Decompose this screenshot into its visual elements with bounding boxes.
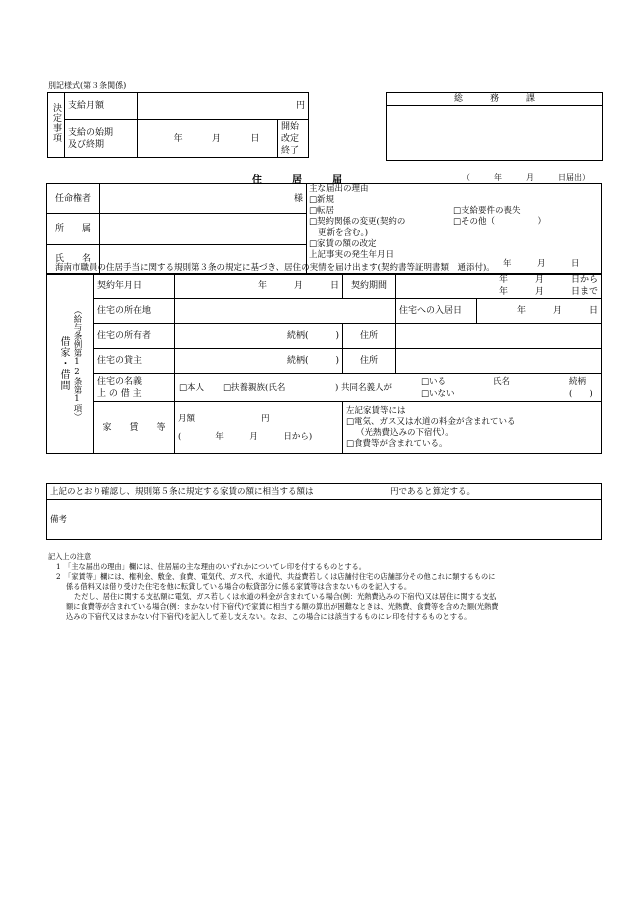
general-affairs-label: 総 務 課 xyxy=(387,93,602,106)
rent-field[interactable]: 月額 円 ( 年 月 日から) xyxy=(175,402,343,454)
note-2-cont: 係る借料又は借り受けた住宅を他に転貸している場合の転貸部分に係る家賃等は含まないものを記入する。 xyxy=(66,582,412,591)
contract-period-field[interactable]: 年 月 日から 年 月 日まで xyxy=(396,274,602,299)
general-affairs-box xyxy=(386,92,603,161)
reason-contract-change-note: 更新を含む。) xyxy=(318,228,369,238)
tenant-self-checkbox[interactable]: □本人 xyxy=(179,382,205,393)
includes-utilities-checkbox[interactable]: □電気、ガス又は水道の料金が含まれている xyxy=(346,416,516,427)
appointer-field[interactable]: 様 xyxy=(100,184,307,214)
period-label: 支給の始期 及び終期 xyxy=(65,120,138,158)
reason-new[interactable]: □新規 xyxy=(309,195,335,205)
contract-period-label: 契約期間 xyxy=(343,274,396,299)
reason-rent-change[interactable]: □家賃の額の改定 xyxy=(309,239,377,249)
page-title: 住 居 届 xyxy=(252,175,342,186)
lessor-address-field[interactable] xyxy=(396,349,602,374)
reasons-heading: 主な届出の理由 xyxy=(309,184,369,194)
tenant-label: 住宅の名義 上 の 借 主 xyxy=(94,374,175,402)
reason-move[interactable]: □転居 xyxy=(309,206,335,216)
move-in-field[interactable]: 年 月 日 xyxy=(477,299,602,324)
amount-label: 支給月額 xyxy=(65,93,138,120)
period-date-field[interactable]: 年 月 日 xyxy=(138,120,278,158)
lessor-address-label: 住所 xyxy=(343,349,396,374)
note-1: 1 「主な届出の理由」欄には、住居届の主な理由のいずれかについてレ印を付するものとする。 xyxy=(56,562,366,571)
tenant-field xyxy=(175,374,602,402)
date-filed: （ 年 月 日届出） xyxy=(462,173,590,182)
dept-field[interactable] xyxy=(100,214,307,244)
note-2-proviso: ただし、居住に関する支払額に電気、ガス若しくは水道の料金が含まれている場合(例：光熱費込みの下宿代)又は居住に関する支払 xyxy=(74,592,497,601)
note-2-proviso-cont: 額に食費等が含まれている場合(例：まかない付下宿代)で家賃に相当する額の算出が困難なときは、光熱費、食費等を含めた額(光熱費 xyxy=(66,602,499,611)
lease-side-label: 借家・借間 （給与条例第12条第1項） xyxy=(47,274,94,454)
occurrence-date[interactable]: 年 月 日 xyxy=(503,259,580,269)
statement: 海南市職員の住居手当に関する規則第３条の規定に基づき、居住の実情を届け出ます(契約書等証明書類 通添付)。 xyxy=(55,263,495,273)
remarks-field[interactable]: 備考 xyxy=(47,500,602,540)
notes-heading: 記入上の注意 xyxy=(48,552,92,561)
note-2-proviso-end: 込みの下宿代又はまかない付下宿代)を記入して差し支えない。なお、この場合には該当するものにレ印を付するものとする。 xyxy=(66,612,472,621)
dependent-close: ) xyxy=(335,382,339,393)
confirmation-table xyxy=(46,483,602,540)
name-label: 氏 名 xyxy=(47,244,100,274)
co-holder-exists-checkbox[interactable]: □いる xyxy=(421,376,447,387)
lease-table xyxy=(46,273,602,454)
period-status: 開始 改定 終了 xyxy=(278,120,309,158)
co-holder-label: 共同名義人が xyxy=(341,382,393,393)
dept-label: 所 属 xyxy=(47,214,100,244)
owner-label: 住宅の所有者 xyxy=(94,324,175,349)
occurrence-label: 上記事実の発生年月日 xyxy=(309,250,395,260)
confirmation-text: 上記のとおり確認し、規則第５条に規定する家賃の額に相当する額は 円であると算定する。 xyxy=(47,484,602,500)
lessor-field[interactable]: 続柄( ) xyxy=(175,349,343,374)
contract-date-field[interactable]: 年 月 日 xyxy=(175,274,343,299)
includes-meals-checkbox[interactable]: □食費等が含まれている。 xyxy=(346,438,448,449)
co-holder-relation[interactable]: 続柄( ) xyxy=(569,376,593,399)
tenant-dependent-checkbox[interactable]: □扶養親族(氏名 xyxy=(223,382,286,393)
move-in-label: 住宅への入居日 xyxy=(396,299,477,324)
decision-table xyxy=(47,92,309,158)
owner-address-label: 住所 xyxy=(343,324,396,349)
decision-side-label: 決定事項 xyxy=(48,93,65,158)
appointer-label: 任命権者 xyxy=(47,184,100,214)
location-field[interactable] xyxy=(175,299,396,324)
reason-loss[interactable]: □支給要件の喪失 xyxy=(453,206,521,216)
reason-other[interactable]: □その他（ ） xyxy=(453,217,547,227)
co-holder-none-checkbox[interactable]: □いない xyxy=(421,388,455,399)
contract-date-label: 契約年月日 xyxy=(94,274,175,299)
reason-contract-change[interactable]: □契約関係の変更(契約の xyxy=(309,217,406,227)
lessor-label: 住宅の貸主 xyxy=(94,349,175,374)
rent-note: 左記家賃等には □電気、ガス又は水道の料金が含まれている （光熱費込みの下宿代）。 □食費等が含まれている。 xyxy=(343,402,602,454)
note-2: 2 「家賃等」欄には、権利金、敷金、食費、電気代、ガス代、水道代、共益費若しくは店舗付住宅の店舗部分その他これに類するものに xyxy=(56,572,496,581)
location-label: 住宅の所在地 xyxy=(94,299,175,324)
owner-field[interactable]: 続柄( ) xyxy=(175,324,343,349)
co-holder-name-label: 氏名 xyxy=(493,376,511,387)
rent-label: 家 賃 等 xyxy=(94,402,175,454)
amount-field[interactable]: 円 xyxy=(138,93,309,120)
form-label: 別記様式(第３条関係) xyxy=(48,81,127,90)
notes xyxy=(48,552,498,622)
owner-address-field[interactable] xyxy=(396,324,602,349)
